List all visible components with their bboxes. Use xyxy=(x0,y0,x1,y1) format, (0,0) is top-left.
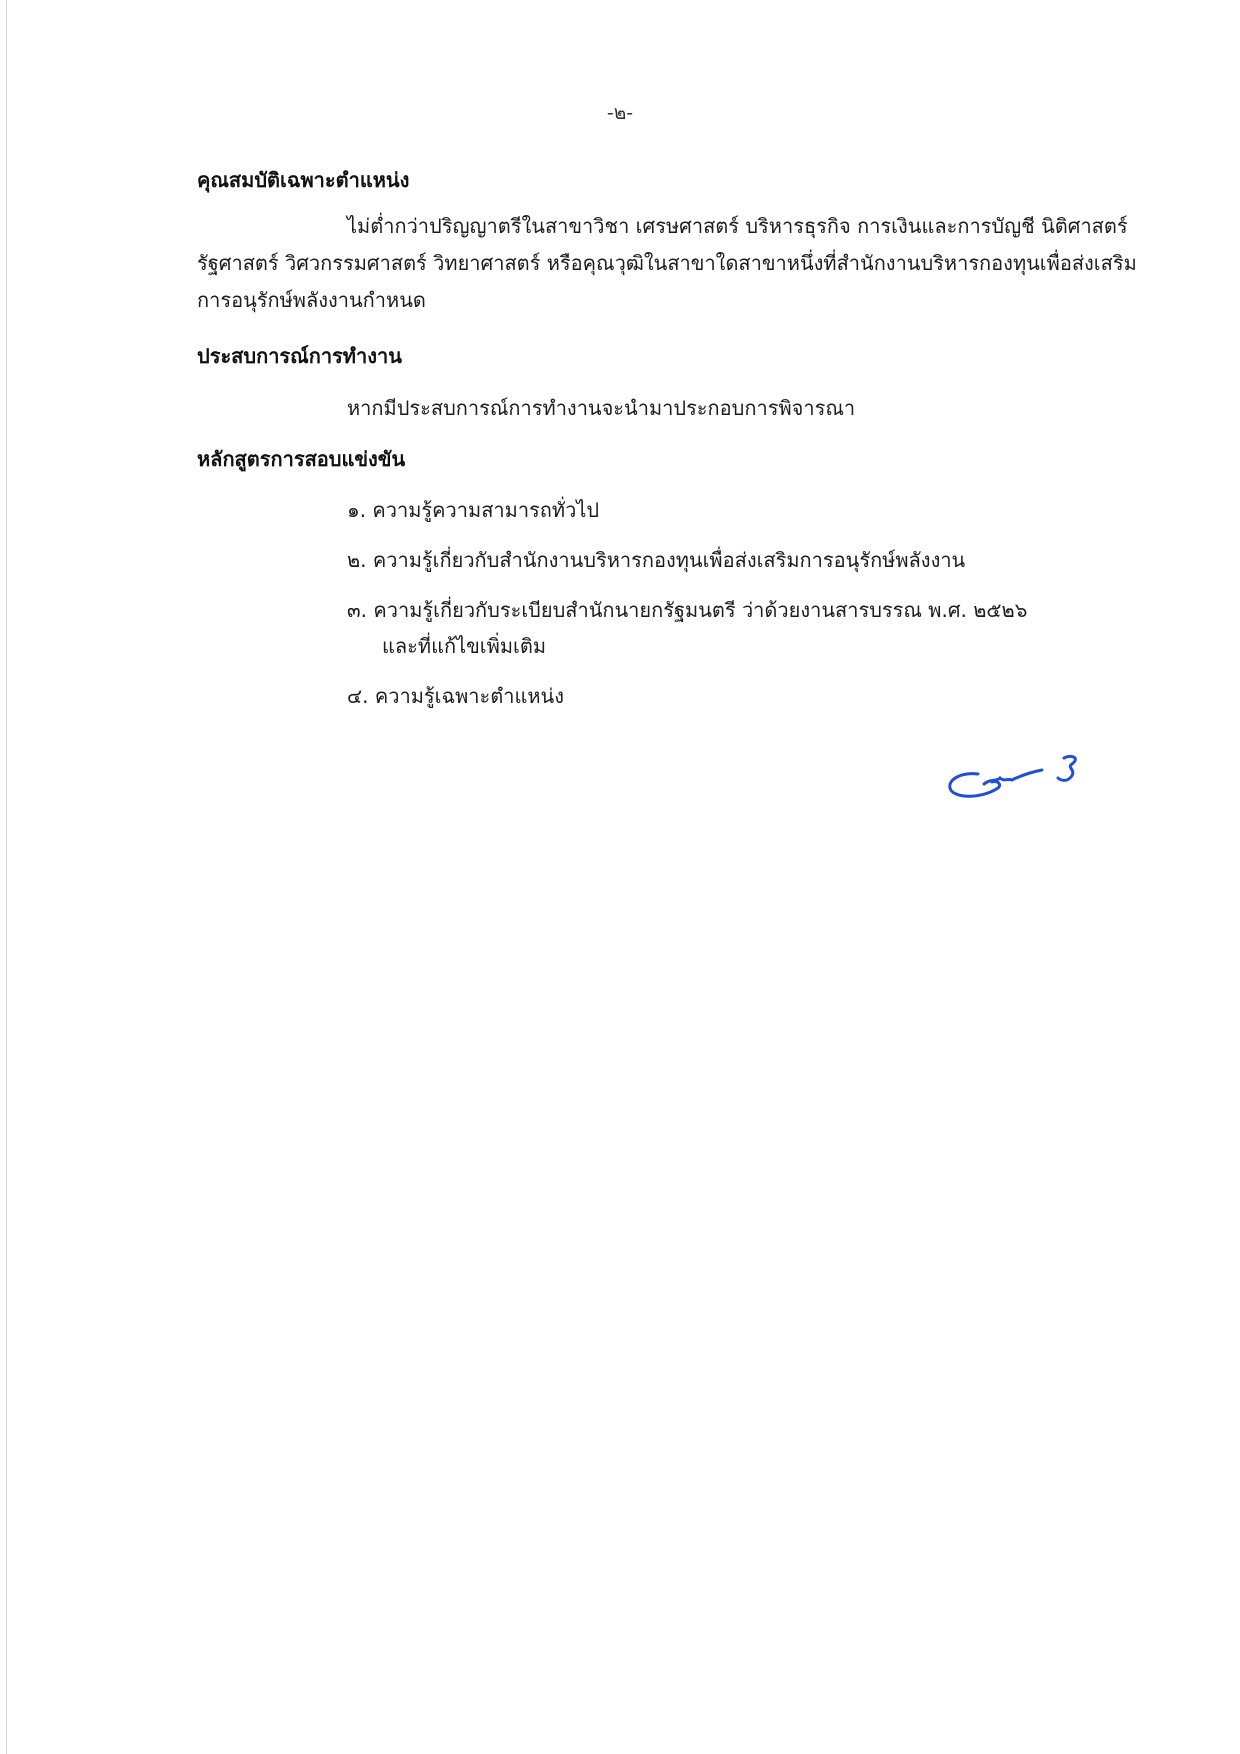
experience-heading: ประสบการณ์การทำงาน xyxy=(197,344,402,368)
curriculum-heading: หลักสูตรการสอบแข่งขัน xyxy=(197,447,406,471)
scan-edge-line xyxy=(6,0,7,1754)
curriculum-item-4: ๔. ความรู้เฉพาะตำแหน่ง xyxy=(347,684,564,708)
experience-body: หากมีประสบการณ์การทำงานจะนำมาประกอบการพิจารณา xyxy=(347,396,856,420)
qualification-text: ไม่ต่ำกว่าปริญญาตรีในสาขาวิชา เศรษศาสตร์ บริหารธุรกิจ การเงินและการบัญชี นิติศาสตร์ รัฐศาสตร์ วิศวกรรมศาสตร์ วิทยาศาสตร์ หรือคุณวุฒิในสาขาใดสาขาหนึ่งที่สำนักงานบริหารกองทุนเพื่อส่งเสริมการอนุรักษ์พลังงานกำหนด xyxy=(197,214,1137,312)
curriculum-item-2: ๒. ความรู้เกี่ยวกับสำนักงานบริหารกองทุนเพื่อส่งเสริมการอนุรักษ์พลังงาน xyxy=(347,548,966,572)
curriculum-item-1: ๑. ความรู้ความสามารถทั่วไป xyxy=(347,498,600,522)
curriculum-item-3-continuation: และที่แก้ไขเพิ่มเติม xyxy=(382,634,547,658)
page-number: -๒- xyxy=(606,102,634,124)
signature-mark xyxy=(940,748,1100,808)
qualification-body xyxy=(197,208,1147,319)
curriculum-item-3: ๓. ความรู้เกี่ยวกับระเบียบสำนักนายกรัฐมนตรี ว่าด้วยงานสารบรรณ พ.ศ. ๒๕๒๖ xyxy=(347,598,1028,622)
qualification-heading: คุณสมบัติเฉพาะตำแหน่ง xyxy=(197,168,410,192)
